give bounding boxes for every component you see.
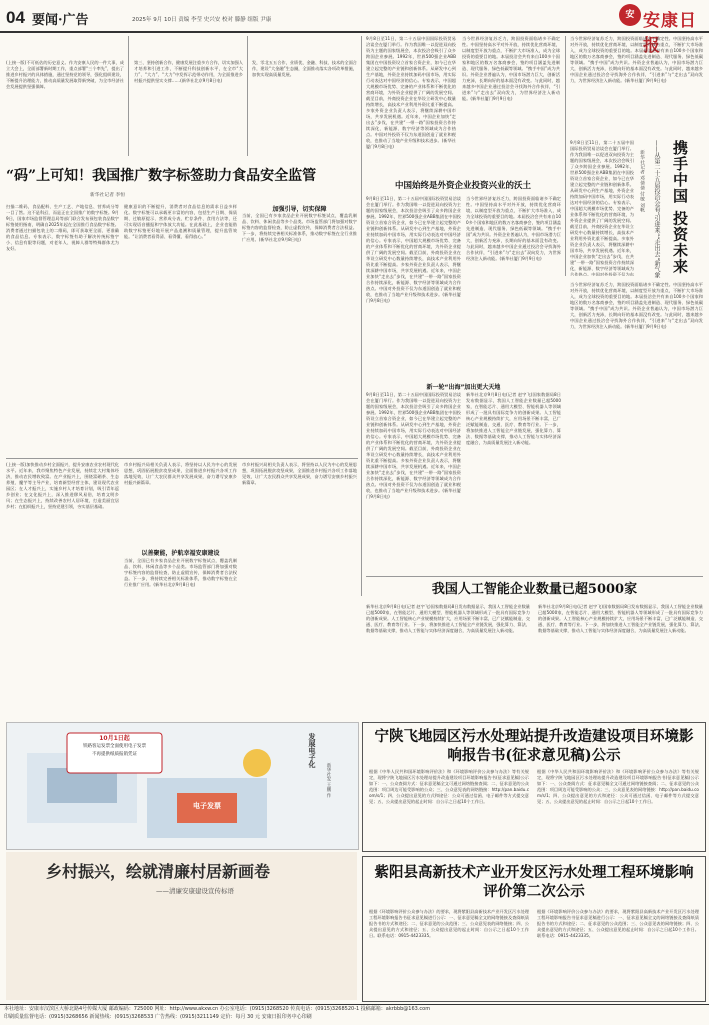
article-1-byline: 新华社记者 李恒 — [90, 193, 126, 198]
article-2-text-b: 当今世界经济复苏乏力，跨国投资面临诸多不确定性。中国坚持高水平对外开放，持续优化营商环境，以制度型开放为重点，不断扩大市场准入，成为全球投资的重要目的地。本届投洽会共有来自100多个国家和地区的数万名客商参会，签约项目涵盖先进制造、现代服务、绿色低碳等领域。“携手中国”成为共识。外资企业普遍认为，中国市场潜力巨大，创新活力充沛，长期向好的基本面没有改变。与此同时，越来越多中国企业通过投洽会寻找海外合作伙伴，“引进来”与“走出去”双向发力，为世界经济注入新动能。(新华社厦门9月9日电) — [466, 196, 561, 261]
article-2-text-intro-b: 当今世界经济复苏乏力，跨国投资面临诸多不确定性。中国坚持高水平对外开放，持续优化营商环境，以制度型开放为重点，不断扩大市场准入，成为全球投资的重要目的地。本届投洽会共有来自100多个国家和地区的数万名客商参会，签约项目涵盖先进制造、现代服务、绿色低碳等领域。“携手中国”成为共识。外资企业普遍认为，中国市场潜力巨大，创新活力充沛，长期向好的基本面没有改变。与此同时，越来越多中国企业通过投洽会寻找海外合作伙伴，“引进来”与“走出去”双向发力，为世界经济注入新动能。(新华社厦门9月9日电) — [462, 36, 560, 101]
footer-line-2: 印刷质量监督电话：(0915)3268656 新闻热线：(0915)3268533 广告热线：(0915)3211149 定价：每月 30 元 安康日报印务中心印刷 — [4, 1014, 312, 1020]
left-lower-text-b: 市乡村振兴局相关负责人表示，将坚持以人民为中心的发展思想，巩固拓展脱贫攻坚成果，全面推进乡村振兴各项工作落地见效，让广大农民群众共享发展成果，奋力谱写安康乡村振兴新篇章。 — [124, 462, 237, 485]
page-number: 04 — [6, 8, 25, 27]
page-section: 要闻·广告 — [32, 13, 89, 28]
page-footer — [0, 1004, 709, 1025]
column-divider — [361, 36, 362, 596]
notice-2-title: 紫阳县高新技术产业开发区污水处理工程环境影响评价第二次公示 — [374, 864, 694, 900]
section-rule — [366, 576, 703, 577]
top-continuation-text-2: 第三、坚持创新合作，健康发展注重多方合作，切实加强人才培养和引进工作，不断提升科技创新水平，在全市“大力”、“大力”、“大力”中发挥示范带动作用，为全面推进乡村振兴提供坚实支撑……(新华社北京9月8日电) — [134, 60, 243, 83]
notice-1-title: 宁陕飞地园区污水处理站提升改造建设项目环境影响报告书(征求意见稿)公示 — [374, 728, 694, 764]
article-1-text-b: 健康意识的不断提升，消费者对食品信息的需求日益多样化。数字标签可以承载更丰富的内容，包括生产日期、保质期、过敏原提示、营养成分表、贮存条件、食用方法等，还可实现语音播报和字体放大功能。在此基础上，企业也能借助数字标签更好地开展产品追溯和质量管理，提升监管效能。“让消费者看得清、看得懂、看得放心。” — [124, 204, 237, 239]
top-continuation-text-3: 发，零北五五合作，业绩优、金融、科技、技术的全面合作，建设“大金融”生态圈，全面推动落实各项改革措施，加快实现高质量发展。 — [252, 60, 357, 77]
notice-1-text-a: 根据《中华人民共和国环境影响评价法》和《环境影响评价公众参与办法》等有关规定，现将宁陕飞地园区污水处理站提升改造建设项目环境影响报告书(征求意见稿)公示如下：一、公众查阅方式：征求意见稿全文可通过网络链接查阅；二、征求意见的公众范围：项目周边可能受影响的公众；三、公众意见表的网络链接：http://pan.baidu.com/s/1；四、公众提出意见的方式和途径：公众可通过信函、电子邮件等方式提交意见；五、公众提出意见的起止时间：自公示之日起10个工作日。 — [369, 769, 529, 804]
slogan-panel — [6, 852, 357, 1000]
page-info-line: 2025年 9月 10日 责编 李莹 史兴安 校对 滕静 组版 尹康 — [132, 17, 272, 23]
newspaper-logo-icon: 安 — [619, 4, 641, 26]
article-1-text-a: 扫描二维码，食品配料、生产工艺、产地信息、营养成分等一目了然。这不是科幻，而是正在全国推广的数字标签。9月9日，国家市场监督管理总局等部门联合发布预包装食品数字标签使用指南，明确自2025年起在全国推行食品数字标签。消费者通过扫描包装上的二维码，即可获取更全面、更准确的食品信息。专家表示，数字标签有助于解决传统标签字小、信息有限等问题，对老年人、视障人群等特殊群体尤为友好。 — [6, 204, 119, 251]
notice-2-text-b: 根据《环境影响评价公众参与办法》的要求，现将紫阳县高新技术产业开发区污水处理工程环境影响报告书征求意见稿进行公示：一、征求意见稿全文的网络链接及查阅纸质报告书的方式和途径；二、征求意见的公众范围；三、公众意见表的网络链接；四、公众提出意见的方式和途径；五、公众提出意见的起止时间：自公示之日起10个工作日。联系电话：0915-4423335。 — [537, 909, 699, 938]
footer-line-1: 本社地址：安康市汉滨区大桥北路4号传媒大厦 邮政编码：725000 网址：http://www.akxw.cn 办公室电话：(0915)3268520 传真电话：(0915)3268520-1 投稿邮箱：akrbbb@163.com — [4, 1006, 431, 1012]
column-divider — [128, 36, 129, 156]
feature-title: 携手中国 投资未来 — [671, 140, 689, 275]
feature-byline: 新华社记者 邓倩倩 付敏 刘帆 — [639, 150, 644, 213]
article-1-headline: “码”上可知！我国推广数字标签助力食品安全监管 — [6, 168, 317, 184]
newspaper-logo: 安康日报 — [643, 11, 697, 56]
column-divider — [247, 36, 248, 156]
photo-tag: 发展电子化 — [308, 733, 316, 768]
column-divider — [565, 36, 566, 276]
photo-credit: 新华社发 王鹏 作 — [326, 763, 331, 798]
feature-subtitle: ——从第二十五届投洽会看“引进来”“走出去”新气象 — [653, 140, 660, 279]
left-lower-text-c: 当前，全国已有多家食品企业开展数字标签试点，覆盖乳制品、饮料、休闲食品等多个品类。市场监管部门将加强对数字标签内容的监督检查，防止虚假宣传，保障消费者合法权益。下一步，将持续完善相关标准体系，推动数字标签在全行业推广应用。(新华社北京9月8日电) — [124, 558, 237, 587]
top-continuation-text-1: (上接一版)不可低估的历史意义。作为安康人民的一件大事，成立大会上，全面部署新时期工作，重点部署“三个率先”，提出了推进乡村振兴的具体措施，通过坚持党的领导，强化组织建设，不断提升治理能力，推动高质量发展取得新突破，为全市经济社会发展提供坚强保障。 — [6, 60, 124, 89]
article-3-text-b: 新华社北京9月8日电(记者 赵宇飞)国家数据局8日发布数据显示，我国人工智能企业数量已超5000家，在智能芯片、通用大模型、智能机器人等领域形成了一批具有国际竞争力的创新成果。人工智能核心产业规模持续扩大，应用场景不断丰富，已广泛赋能制造、交通、医疗、教育等行业。下一步，将加快推进人工智能全产业链发展，强化算力、算法、数据等基础支撑，推动人工智能与实体经济深度融合，为高质量发展注入新动能。 — [538, 604, 703, 633]
article-2-text-a: 9月8日至11日，第二十五届中国国际投资贸易洽谈会在厦门举行。作为我国唯一以促进双向投资为主题的国家级展会，本次投洽会吸引了众多跨国企业参展。1992年，世界500强企业ABB集团在中国投资设立首家合资企业，如今已在华建立起完整的产业链和创新体系。从研发中心到生产基地，外资企业持续加码中国市场，用实际行动表达对中国经济的信心。专家表示，中国超大规模市场优势、完备的产业体系和不断优化的营商环境，为外资企业提供了广阔的发展空间。截至目前，外商投资企业在华设立研发中心数量持续增长，高技术产业利用外资比重不断提高。多家外资企业负责人表示，将继续深耕中国市场，共享发展机遇。近年来，中国企业加快“走出去”步伐，在共建“一带一路”国家投资合作持续深化，新能源、数字经济等领域成为合作热点。中国对外投资不仅为东道国创造了就业和税收，也推动了当地产业升级和技术进步。(新华社厦门9月8日电) — [366, 196, 461, 303]
notice-2-box — [362, 856, 706, 1002]
article-2-text-d: 新华社北京9月8日电(记者 赵宇飞)国家数据局8日发布数据显示，我国人工智能企业数量已超5000家，在智能芯片、通用大模型、智能机器人等领域形成了一批具有国际竞争力的创新成果。人工智能核心产业规模持续扩大，应用场景不断丰富，已广泛赋能制造、交通、医疗、教育等行业。下一步，将加快推进人工智能全产业链发展，强化算力、算法、数据等基础支撑，推动人工智能与实体经济深度融合，为高质量发展注入新动能。 — [466, 392, 561, 445]
article-2-text-c: 9月8日至11日，第二十五届中国国际投资贸易洽谈会在厦门举行。作为我国唯一以促进双向投资为主题的国家级展会，本次投洽会吸引了众多跨国企业参展。1992年，世界500强企业ABB集团在中国投资设立首家合资企业，如今已在华建立起完整的产业链和创新体系。从研发中心到生产基地，外资企业持续加码中国市场，用实际行动表达对中国经济的信心。专家表示，中国超大规模市场优势、完备的产业体系和不断优化的营商环境，为外资企业提供了广阔的发展空间。截至目前，外商投资企业在华设立研发中心数量持续增长，高技术产业利用外资比重不断提高。多家外资企业负责人表示，将继续深耕中国市场，共享发展机遇。近年来，中国企业加快“走出去”步伐，在共建“一带一路”国家投资合作持续深化，新能源、数字经济等领域成为合作热点。中国对外投资不仅为东道国创造了就业和税收，也推动了当地产业升级和技术进步。(新华社厦门9月8日电) — [366, 392, 461, 499]
feature-text-left: 9月8日至11日，第二十五届中国国际投资贸易洽谈会在厦门举行。作为我国唯一以促进双向投资为主题的国家级展会，本次投洽会吸引了众多跨国企业参展。1992年，世界500强企业ABB集团在中国投资设立首家合资企业，如今已在华建立起完整的产业链和创新体系。从研发中心到生产基地，外资企业持续加码中国市场，用实际行动表达对中国经济的信心。专家表示，中国超大规模市场优势、完备的产业体系和不断优化的营商环境，为外资企业提供了广阔的发展空间。截至目前，外商投资企业在华设立研发中心数量持续增长，高技术产业利用外资比重不断提高。多家外资企业负责人表示，将继续深耕中国市场，共享发展机遇。近年来，中国企业加快“走出去”步伐，在共建“一带一路”国家投资合作持续深化，新能源、数字经济等领域成为合作热点。中国对外投资不仅为东 — [570, 140, 634, 276]
article-2-subhead: 新一轮“出海”加出更大天地 — [426, 384, 501, 391]
slogan-subtitle: ——清廉安康建设宣传标语 — [156, 887, 234, 895]
illustration-photo — [6, 722, 359, 850]
article-2-headline: 中国始终是外资企业投资兴业的沃土 — [394, 181, 531, 191]
feature-text-bottom: 当今世界经济复苏乏力，跨国投资面临诸多不确定性。中国坚持高水平对外开放，持续优化营商环境，以制度型开放为重点，不断扩大市场准入，成为全球投资的重要目的地。本届投洽会共有来自100多个国家和地区的数万名客商参会，签约项目涵盖先进制造、现代服务、绿色低碳等领域。“携手中国”成为共识。外资企业普遍认为，中国市场潜力巨大，创新活力充沛，长期向好的基本面没有改变。与此同时，越来越多中国企业通过投洽会寻找海外合作伙伴，“引进来”与“走出去”双向发力，为世界经济注入新动能。(新华社厦门9月9日电) — [570, 282, 703, 329]
left-lower-subhead: 以善聚能，护航幸福安康建设 — [141, 550, 220, 557]
photo-banner-line3: 不再提供纸质报销凭证 — [92, 752, 137, 757]
slogan-title: 乡村振兴，绘就清廉村居新画卷 — [46, 862, 271, 881]
photo-banner-line2: 铁路客运发票全面使用电子发票 — [83, 744, 146, 749]
notice-2-text-a: 根据《环境影响评价公众参与办法》的要求，现将紫阳县高新技术产业开发区污水处理工程环境影响报告书征求意见稿进行公示：一、征求意见稿全文的网络链接及查阅纸质报告书的方式和途径；二、征求意见的公众范围；三、公众意见表的网络链接；四、公众提出意见的方式和途径；五、公众提出意见的起止时间：自公示之日起10个工作日。联系电话：0915-4423335。 — [369, 909, 529, 938]
left-lower-text-d: 市乡村振兴局相关负责人表示，将坚持以人民为中心的发展思想，巩固拓展脱贫攻坚成果，全面推进乡村振兴各项工作落地见效，让广大农民群众共享发展成果，奋力谱写安康乡村振兴新篇章。 — [242, 462, 357, 485]
article-1-text-c: 当前，全国已有多家食品企业开展数字标签试点，覆盖乳制品、饮料、休闲食品等多个品类。市场监管部门将加强对数字标签内容的监督检查，防止虚假宣传，保障消费者合法权益。下一步，将持续完善相关标准体系，推动数字标签在全行业推广应用。(新华社北京9月8日电) — [242, 213, 357, 242]
article-3-text-a: 新华社北京9月8日电(记者 赵宇飞)国家数据局8日发布数据显示，我国人工智能企业数量已超5000家，在智能芯片、通用大模型、智能机器人等领域形成了一批具有国际竞争力的创新成果。人工智能核心产业规模持续扩大，应用场景不断丰富，已广泛赋能制造、交通、医疗、教育等行业。下一步，将加快推进人工智能全产业链发展，强化算力、算法、数据等基础支撑，推动人工智能与实体经济深度融合，为高质量发展注入新动能。 — [366, 604, 530, 633]
notice-1-box — [362, 722, 706, 852]
article-1-subhead: 加强引导，切实保障 — [272, 206, 327, 213]
photo-sign: 电子发票 — [193, 802, 221, 810]
article-2-text-intro: 9月8日至11日，第二十五届中国国际投资贸易洽谈会在厦门举行。作为我国唯一以促进双向投资为主题的国家级展会，本次投洽会吸引了众多跨国企业参展。1992年，世界500强企业ABB集团在中国投资设立首家合资企业，如今已在华建立起完整的产业链和创新体系。从研发中心到生产基地，外资企业持续加码中国市场，用实际行动表达对中国经济的信心。专家表示，中国超大规模市场优势、完备的产业体系和不断优化的营商环境，为外资企业提供了广阔的发展空间。截至目前，外商投资企业在华设立研发中心数量持续增长，高技术产业利用外资比重不断提高。多家外资企业负责人表示，将继续深耕中国市场，共享发展机遇。近年来，中国企业加快“走出去”步伐，在共建“一带一路”国家投资合作持续深化，新能源、数字经济等领域成为合作热点。中国对外投资不仅为东道国创造了就业和税收，也推动了当地产业升级和技术进步。(新华社厦门9月8日电) — [366, 36, 456, 149]
page-header — [0, 0, 709, 56]
illustration-graphic — [7, 723, 358, 849]
notice-1-text-b: 根据《中华人民共和国环境影响评价法》和《环境影响评价公众参与办法》等有关规定，现将宁陕飞地园区污水处理站提升改造建设项目环境影响报告书(征求意见稿)公示如下：一、公众查阅方式：征求意见稿全文可通过网络链接查阅；二、征求意见的公众范围：项目周边可能受影响的公众；三、公众意见表的网络链接：http://pan.baidu.com/s/1；四、公众提出意见的方式和途径：公众可通过信函、电子邮件等方式提交意见；五、公众提出意见的起止时间：自公示之日起10个工作日。 — [537, 769, 699, 804]
left-lower-text-a: (上接一版)加快推动乡村全面振兴，提升安康农业农村现代化水平。近年来，我市聚焦特色产业发展，持续壮大村集体经济，推动农民增收致富。在产业振兴上，围绕富硒茶、生态养殖、魔芋等主导产业，培育新型经营主体，建设现代农业园区；在人才振兴上，实施乡村人才培育计划，吸引青年返乡创业；在文化振兴上，深入推进移风易俗，培育文明乡风；在生态振兴上，持续改善农村人居环境，打造美丽宜居乡村；在组织振兴上，坚持党建引领，夯实基层基础。 — [6, 462, 119, 509]
feature-text-top: 当今世界经济复苏乏力，跨国投资面临诸多不确定性。中国坚持高水平对外开放，持续优化营商环境，以制度型开放为重点，不断扩大市场准入，成为全球投资的重要目的地。本届投洽会共有来自100多个国家和地区的数万名客商参会，签约项目涵盖先进制造、现代服务、绿色低碳等领域。“携手中国”成为共识。外资企业普遍认为，中国市场潜力巨大，创新活力充沛，长期向好的基本面没有改变。与此同时，越来越多中国企业通过投洽会寻找海外合作伙伴，“引进来”与“走出去”双向发力，为世界经济注入新动能。(新华社厦门9月9日电) — [570, 36, 703, 83]
article-3-headline: 我国人工智能企业数量已超5000家 — [431, 582, 638, 597]
section-rule — [6, 458, 358, 459]
photo-banner-line1: 10月1日起 — [99, 735, 130, 742]
header-rule — [0, 31, 709, 33]
